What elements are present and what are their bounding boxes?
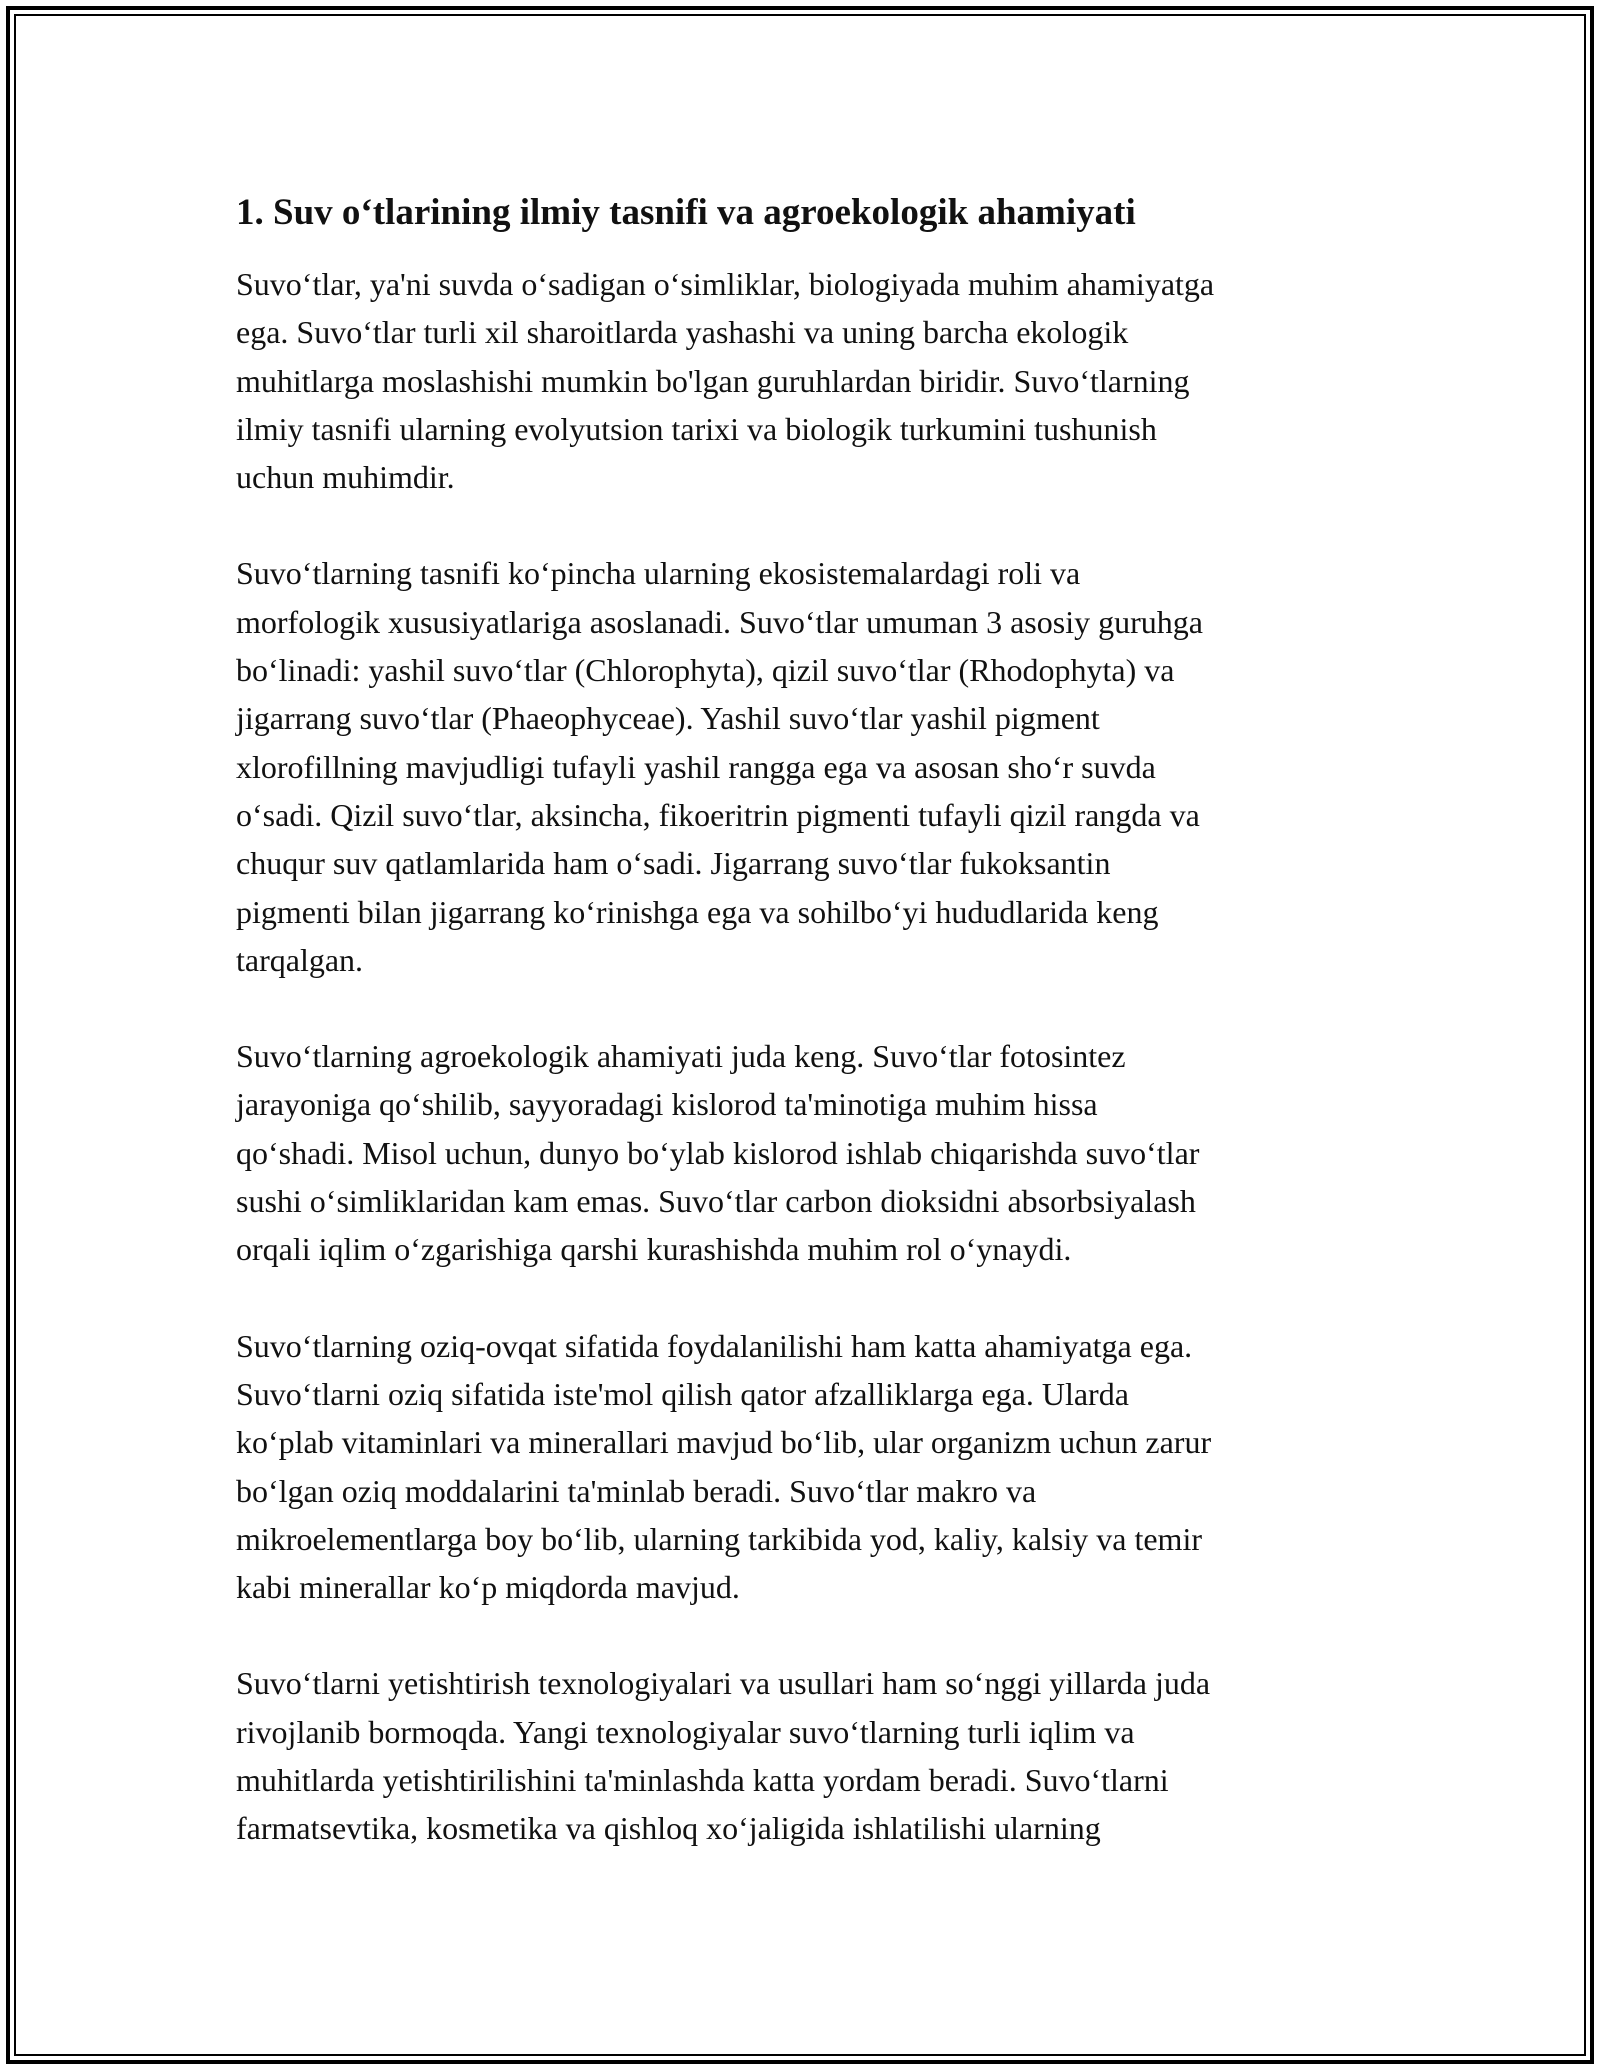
text-line: ilmiy tasnifi ularning evolyutsion tarixi va biologik turkumini tushunish	[236, 410, 1157, 447]
text-line: Suvoʻtlarning oziq-ovqat sifatida foydalanilishi ham katta ahamiyatga ega.	[236, 1327, 1193, 1364]
paragraph-2	[236, 549, 1386, 984]
text-line: Suvoʻtlarni oziq sifatida iste'mol qilish qator afzalliklarga ega. Ularda	[236, 1375, 1129, 1412]
text-line: oʻsadi. Qizil suvoʻtlar, aksincha, fikoeritrin pigmenti tufayli qizil rangda va	[236, 796, 1200, 833]
text-line: tarqalgan.	[236, 941, 364, 978]
text-line: Suvoʻtlarning agroekologik ahamiyati juda keng. Suvoʻtlar fotosintez	[236, 1038, 1126, 1075]
text-line: muhitlarda yetishtirilishini ta'minlashda katta yordam beradi. Suvoʻtlarni	[236, 1762, 1169, 1799]
text-line: Suvoʻtlarning tasnifi koʻpincha ularning ekosistemalardagi roli va	[236, 555, 1081, 592]
text-line: farmatsevtika, kosmetika va qishloq xoʻjaligida ishlatilishi ularning	[236, 1810, 1101, 1847]
text-line: morfologik xususiyatlariga asoslanadi. Suvoʻtlar umuman 3 asosiy guruhga	[236, 603, 1203, 640]
text-line: sushi oʻsimliklaridan kam emas. Suvoʻtlar carbon dioksidni absorbsiyalash	[236, 1183, 1196, 1220]
text-line: uchun muhimdir.	[236, 459, 455, 496]
text-line: jarayoniga qoʻshilib, sayyoradagi kislorod ta'minotiga muhim hissa	[236, 1086, 1098, 1123]
text-line: chuqur suv qatlamlarida ham oʻsadi. Jigarrang suvoʻtlar fukoksantin	[236, 845, 1111, 882]
text-line: jigarrang suvoʻtlar (Phaeophyceae). Yashil suvoʻtlar yashil pigment	[236, 700, 1100, 737]
paragraph-5	[236, 1659, 1386, 1852]
text-line: ega. Suvoʻtlar turli xil sharoitlarda yashashi va uning barcha ekologik	[236, 314, 1129, 351]
text-line: qoʻshadi. Misol uchun, dunyo boʻylab kislorod ishlab chiqarishda suvoʻtlar	[236, 1134, 1200, 1171]
text-line: muhitlarga moslashishi mumkin bo'lgan guruhlardan biridir. Suvoʻtlarning	[236, 362, 1190, 399]
text-line: xlorofillning mavjudligi tufayli yashil rangga ega va asosan shoʻr suvda	[236, 748, 1156, 785]
text-line: Suvoʻtlarni yetishtirish texnologiyalari va usullari ham soʻnggi yillarda juda	[236, 1665, 1211, 1702]
text-line: boʻlgan oziq moddalarini ta'minlab beradi. Suvoʻtlar makro va	[236, 1472, 1037, 1509]
paragraph-3	[236, 1032, 1386, 1273]
text-line: pigmenti bilan jigarrang koʻrinishga ega va sohilboʻyi hududlarida keng	[236, 893, 1159, 930]
paragraph-1	[236, 260, 1386, 501]
text-line: mikroelementlarga boy boʻlib, ularning tarkibida yod, kaliy, kalsiy va temir	[236, 1520, 1202, 1557]
text-line: kabi minerallar koʻp miqdorda mavjud.	[236, 1569, 740, 1606]
text-line: orqali iqlim oʻzgarishiga qarshi kurashishda muhim rol oʻynaydi.	[236, 1231, 1072, 1268]
text-line: rivojlanib bormoqda. Yangi texnologiyalar suvoʻtlarning turli iqlim va	[236, 1713, 1135, 1750]
document-body	[236, 188, 1386, 1853]
section-heading: 1. Suv oʻtlarining ilmiy tasnifi va agroekologik ahamiyati	[236, 192, 1136, 233]
paragraph-4	[236, 1322, 1386, 1612]
text-line: koʻplab vitaminlari va minerallari mavjud boʻlib, ular organizm uchun zarur	[236, 1424, 1212, 1461]
text-line: Suvoʻtlar, ya'ni suvda oʻsadigan oʻsimliklar, biologiyada muhim ahamiyatga	[236, 266, 1215, 302]
text-line: boʻlinadi: yashil suvoʻtlar (Chlorophyta), qizil suvoʻtlar (Rhodophyta) va	[236, 652, 1175, 689]
